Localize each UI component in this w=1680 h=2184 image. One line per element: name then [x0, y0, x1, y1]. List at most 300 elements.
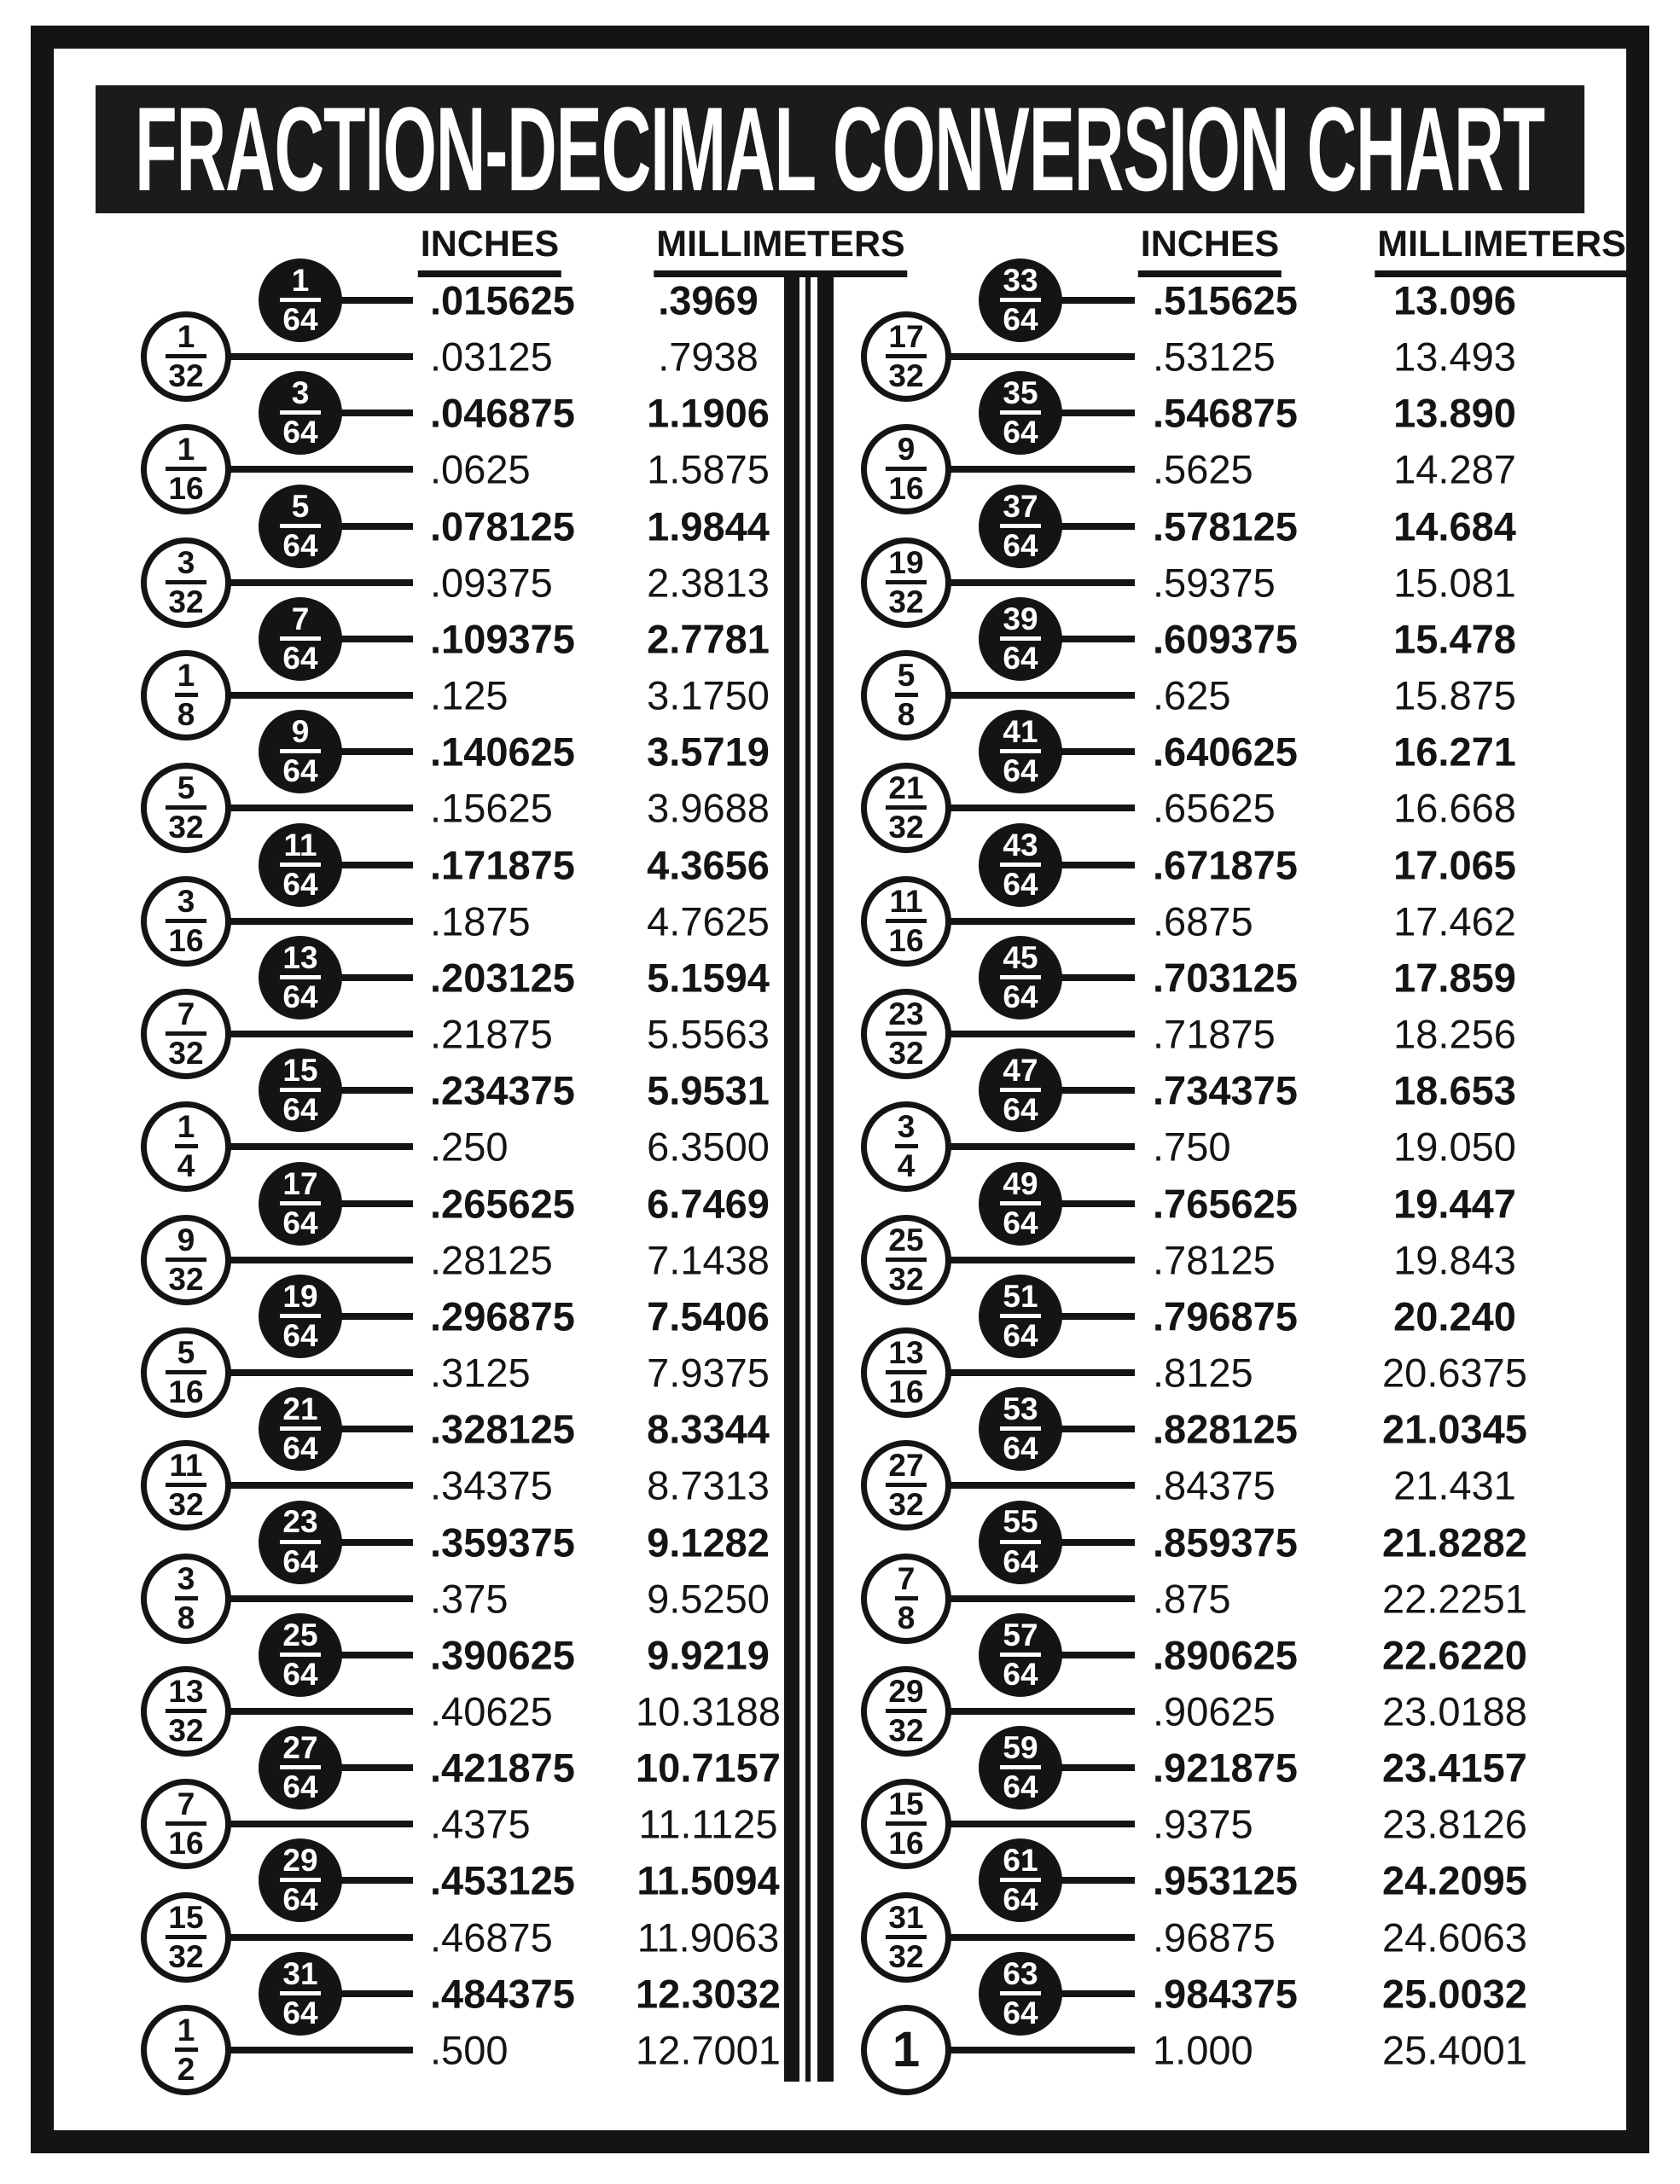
mm-value: 7.9375 — [647, 1350, 770, 1396]
fraction-badge — [861, 989, 951, 1079]
mm-value: 10.3188 — [636, 1688, 781, 1734]
leader-line — [945, 804, 1135, 811]
fraction-badge — [141, 1779, 231, 1869]
leader-line — [945, 466, 1135, 473]
fraction — [166, 770, 206, 845]
inches-value: .78125 — [1153, 1237, 1276, 1283]
fraction-denominator: 32 — [888, 584, 924, 619]
fraction-badge — [141, 424, 231, 514]
fraction-badge — [979, 258, 1062, 342]
mm-value: 21.8282 — [1382, 1519, 1527, 1565]
leader-line — [224, 1708, 413, 1715]
leader-line — [1055, 748, 1135, 755]
fraction-badge — [861, 2005, 951, 2095]
inches-value: .921875 — [1153, 1745, 1298, 1791]
mm-value: 12.3032 — [636, 1971, 781, 2017]
fraction-denominator: 32 — [888, 1036, 924, 1072]
fraction — [166, 544, 206, 619]
fraction — [166, 432, 206, 507]
fraction-denominator: 32 — [168, 584, 204, 619]
inches-value: .8125 — [1153, 1350, 1253, 1396]
mm-value: 19.843 — [1393, 1237, 1516, 1283]
fraction-badge — [141, 876, 231, 967]
mm-value: 11.5094 — [637, 1857, 780, 1903]
header-millimeters-right: MILLIMETERS — [1375, 224, 1628, 277]
leader-line — [945, 692, 1135, 699]
inches-value: .6875 — [1153, 898, 1253, 944]
inches-value: .40625 — [430, 1688, 553, 1734]
mm-value: 24.6063 — [1382, 1914, 1527, 1960]
title-bar — [96, 82, 1584, 216]
fraction — [280, 1391, 321, 1467]
leader-line — [1055, 974, 1135, 981]
mm-value: 5.1594 — [647, 955, 770, 1001]
fraction-bar — [895, 1596, 918, 1600]
fraction — [886, 1673, 927, 1748]
inches-value: .375 — [430, 1576, 509, 1622]
fraction-badge — [141, 1101, 231, 1192]
fraction-bar — [1000, 1540, 1041, 1544]
mm-value: 6.7469 — [647, 1181, 770, 1227]
leader-line — [224, 804, 413, 811]
fraction — [886, 883, 927, 958]
inches-value: .734375 — [1153, 1067, 1298, 1113]
inches-value: .59375 — [1153, 560, 1276, 606]
leader-line — [335, 410, 413, 416]
leader-line — [945, 2047, 1135, 2053]
fraction-denominator: 64 — [1003, 1431, 1038, 1467]
fraction-denominator: 64 — [282, 866, 318, 902]
fraction-badge — [979, 1387, 1062, 1471]
fraction-numerator: 21 — [282, 1391, 318, 1427]
fraction-badge — [861, 1892, 951, 1983]
fraction-denominator: 64 — [1003, 527, 1038, 563]
fraction-badge — [259, 936, 342, 1019]
mm-value: 11.1125 — [638, 1801, 778, 1847]
mm-value: 22.2251 — [1382, 1576, 1527, 1622]
fraction-numerator: 15 — [888, 1786, 924, 1822]
fraction-bar — [166, 1258, 206, 1262]
fraction-badge — [259, 823, 342, 907]
mm-value: 21.0345 — [1382, 1406, 1527, 1452]
fraction-badge — [141, 1327, 231, 1418]
inches-value: .234375 — [430, 1067, 575, 1113]
inches-value: .859375 — [1153, 1519, 1298, 1565]
fraction — [280, 1955, 321, 2030]
fraction — [886, 1899, 927, 1974]
leader-line — [335, 1539, 413, 1546]
inches-value: .546875 — [1153, 390, 1298, 436]
leader-line — [1055, 297, 1135, 304]
mm-value: 2.7781 — [647, 616, 770, 662]
fraction-denominator: 64 — [1003, 1543, 1038, 1579]
inches-value: .203125 — [430, 955, 575, 1001]
inches-value: .140625 — [430, 729, 575, 775]
fraction-numerator: 5 — [897, 658, 916, 694]
mm-value: 9.1282 — [647, 1519, 770, 1565]
fraction — [1000, 375, 1041, 450]
fraction-numerator: 51 — [1003, 1278, 1038, 1314]
leader-line — [224, 1934, 413, 1941]
fraction-denominator: 64 — [1003, 1205, 1038, 1240]
mm-value: 5.5563 — [647, 1011, 770, 1057]
fraction — [895, 1109, 918, 1184]
fraction-denominator: 64 — [282, 979, 318, 1014]
inches-value: .3125 — [430, 1350, 531, 1396]
fraction-numerator: 9 — [897, 432, 916, 468]
fraction-numerator: 3 — [897, 1109, 916, 1145]
inches-value: .53125 — [1153, 334, 1276, 380]
inches-value: .1875 — [430, 898, 531, 944]
mm-value: 15.478 — [1393, 616, 1516, 662]
fraction-numerator: 19 — [282, 1278, 318, 1314]
fraction-badge — [861, 650, 951, 741]
fraction-badge — [979, 597, 1062, 681]
fraction-numerator: 19 — [888, 544, 924, 580]
fraction-numerator: 5 — [177, 770, 195, 806]
inches-value: .15625 — [430, 785, 553, 831]
fraction-badge — [141, 1892, 231, 1983]
fraction-numerator: 5 — [291, 488, 310, 524]
fraction — [280, 1843, 321, 1918]
leader-line — [335, 1313, 413, 1320]
fraction-bar — [166, 1935, 206, 1939]
fraction — [280, 827, 321, 902]
leader-line — [224, 1257, 413, 1263]
fraction-numerator: 1 — [177, 658, 195, 694]
leader-line — [945, 1031, 1135, 1037]
mm-value: 3.9688 — [647, 785, 770, 831]
mm-value: 13.493 — [1393, 334, 1516, 380]
fraction-numerator: 7 — [291, 601, 310, 636]
fraction-numerator: 23 — [282, 1504, 318, 1540]
fraction — [1000, 1730, 1041, 1805]
fraction-badge — [259, 258, 342, 342]
mm-value: 9.9219 — [647, 1632, 770, 1678]
leader-line — [1055, 1539, 1135, 1546]
fraction-badge — [979, 1501, 1062, 1584]
fraction-badge — [861, 876, 951, 967]
fraction-denominator: 16 — [888, 922, 924, 958]
fraction-denominator: 32 — [168, 1487, 204, 1523]
fraction-denominator: 64 — [1003, 302, 1038, 337]
fraction — [1000, 601, 1041, 676]
leader-line — [335, 748, 413, 755]
fraction-badge — [141, 1554, 231, 1644]
fraction-badge — [979, 1162, 1062, 1246]
inches-value: .765625 — [1153, 1181, 1298, 1227]
leader-line — [945, 1369, 1135, 1376]
fraction-bar — [280, 524, 321, 528]
fraction-denominator: 64 — [282, 415, 318, 450]
fraction-numerator: 3 — [177, 883, 195, 919]
leader-line — [335, 1087, 413, 1094]
inches-value: .21875 — [430, 1011, 553, 1057]
leader-line — [224, 692, 413, 699]
fraction-numerator: 7 — [177, 996, 195, 1032]
inches-value: .171875 — [430, 842, 575, 888]
fraction-numerator: 1 — [177, 432, 195, 468]
mm-value: 8.3344 — [647, 1406, 770, 1452]
fraction-numerator: 43 — [1003, 827, 1038, 863]
fraction — [280, 1053, 321, 1128]
fraction — [1000, 1843, 1041, 1918]
fraction-bar — [1000, 524, 1041, 528]
fraction — [886, 319, 927, 394]
leader-line — [224, 1482, 413, 1489]
inches-value: .703125 — [1153, 955, 1298, 1001]
fraction-badge — [141, 2005, 231, 2095]
fraction-numerator: 31 — [888, 1899, 924, 1935]
fraction-badge — [259, 1275, 342, 1358]
fraction-badge — [979, 1838, 1062, 1922]
fraction-denominator: 64 — [1003, 753, 1038, 789]
leader-line — [945, 579, 1135, 586]
mm-value: 16.271 — [1393, 729, 1516, 775]
inches-value: 1.000 — [1153, 2027, 1253, 2073]
fraction-denominator: 32 — [168, 810, 204, 845]
inches-value: .421875 — [430, 1745, 575, 1791]
leader-line — [335, 1764, 413, 1771]
inches-value: .109375 — [430, 616, 575, 662]
leader-line — [1055, 1313, 1135, 1320]
fraction-denominator: 64 — [282, 527, 318, 563]
fraction-badge — [259, 1048, 342, 1132]
fraction-badge — [979, 1726, 1062, 1809]
fraction-numerator: 61 — [1003, 1843, 1038, 1879]
fraction-badge — [979, 1275, 1062, 1358]
fraction-numerator: 17 — [282, 1165, 318, 1201]
inches-value: .750 — [1153, 1124, 1231, 1170]
leader-line — [1055, 1087, 1135, 1094]
fraction-denominator: 64 — [1003, 1092, 1038, 1128]
fraction-badge — [141, 650, 231, 741]
mm-value: 17.065 — [1393, 842, 1516, 888]
leader-line — [335, 636, 413, 642]
mm-value: 23.8126 — [1382, 1801, 1527, 1847]
fraction-badge — [259, 1387, 342, 1471]
fraction-badge — [861, 1215, 951, 1305]
fraction — [175, 2012, 198, 2087]
leader-line — [1055, 1990, 1135, 1997]
mm-value: 14.287 — [1393, 446, 1516, 492]
fraction-denominator: 64 — [282, 640, 318, 676]
leader-line — [335, 1877, 413, 1884]
mm-value: 2.3813 — [647, 560, 770, 606]
fraction — [166, 1335, 206, 1410]
fraction — [166, 319, 206, 394]
mm-value: 14.684 — [1393, 503, 1516, 549]
leader-line — [945, 1708, 1135, 1715]
inches-value: .34375 — [430, 1462, 553, 1508]
fraction-bar — [1000, 1201, 1041, 1205]
mm-value: 7.1438 — [647, 1237, 770, 1283]
fraction — [175, 658, 198, 733]
fraction-denominator: 64 — [1003, 979, 1038, 1014]
fraction-denominator: 64 — [282, 1882, 318, 1918]
leader-line — [335, 974, 413, 981]
fraction-numerator: 11 — [889, 883, 923, 919]
leader-line — [1055, 1426, 1135, 1432]
mm-value: 1.1906 — [647, 390, 770, 436]
fraction-denominator: 16 — [888, 471, 924, 507]
inches-value: .953125 — [1153, 1857, 1298, 1903]
inches-value: .890625 — [1153, 1632, 1298, 1678]
fraction-badge — [979, 1952, 1062, 2036]
leader-line — [945, 1257, 1135, 1263]
inches-value: .015625 — [430, 277, 575, 323]
inches-value: .453125 — [430, 1857, 575, 1903]
inches-value: .609375 — [1153, 616, 1298, 662]
leader-line — [1055, 410, 1135, 416]
mm-value: 18.653 — [1393, 1067, 1516, 1113]
inches-value: .828125 — [1153, 1406, 1298, 1452]
fraction-badge — [861, 1327, 951, 1418]
mm-value: 13.890 — [1393, 390, 1516, 436]
fraction-badge — [259, 1162, 342, 1246]
fraction — [280, 601, 321, 676]
leader-line — [1055, 636, 1135, 642]
fraction-badge — [861, 1440, 951, 1531]
fraction — [1000, 1278, 1041, 1353]
fraction-numerator: 29 — [888, 1673, 924, 1709]
inches-value: .09375 — [430, 560, 553, 606]
fraction-denominator: 32 — [168, 1036, 204, 1072]
fraction-bar — [280, 1201, 321, 1205]
fraction-badge — [259, 1838, 342, 1922]
fraction-badge — [259, 1952, 342, 2036]
inches-value: .296875 — [430, 1293, 575, 1339]
inches-value: .125 — [430, 672, 509, 718]
fraction-badge — [259, 1613, 342, 1697]
leader-line — [1055, 1764, 1135, 1771]
inches-value: .03125 — [430, 334, 553, 380]
leader-line — [224, 918, 413, 925]
whole-number: 1 — [892, 2021, 921, 2077]
fraction-badge — [259, 710, 342, 793]
fraction-numerator: 25 — [282, 1617, 318, 1653]
fraction — [1000, 262, 1041, 337]
leader-line — [1055, 1200, 1135, 1207]
fraction-numerator: 11 — [169, 1448, 203, 1484]
fraction-numerator: 9 — [177, 1222, 195, 1258]
mm-value: 1.5875 — [647, 446, 770, 492]
fraction — [166, 1673, 206, 1748]
fraction-badge — [979, 823, 1062, 907]
inches-value: .625 — [1153, 672, 1231, 718]
fraction — [1000, 1053, 1041, 1128]
mm-value: 25.4001 — [1382, 2027, 1527, 2073]
mm-value: 19.050 — [1393, 1124, 1516, 1170]
divider-bar — [817, 277, 834, 2082]
fraction-badge — [979, 1613, 1062, 1697]
fraction — [886, 770, 927, 845]
mm-value: 20.240 — [1393, 1293, 1516, 1339]
mm-value: 25.0032 — [1382, 1971, 1527, 2017]
fraction — [1000, 714, 1041, 789]
leader-line — [224, 1143, 413, 1150]
mm-value: 23.0188 — [1382, 1688, 1527, 1734]
mm-value: 9.5250 — [647, 1576, 770, 1622]
fraction-bar — [280, 863, 321, 867]
mm-value: 21.431 — [1393, 1462, 1516, 1508]
fraction-numerator: 55 — [1003, 1504, 1038, 1540]
fraction-denominator: 32 — [168, 1938, 204, 1974]
mm-value: 3.1750 — [647, 672, 770, 718]
fraction-numerator: 15 — [282, 1053, 318, 1089]
fraction-denominator: 64 — [282, 1769, 318, 1805]
fraction-denominator: 4 — [897, 1148, 916, 1184]
divider-bar — [784, 277, 799, 2082]
fraction — [1000, 488, 1041, 563]
fraction — [886, 1222, 927, 1297]
fraction — [166, 883, 206, 958]
fraction — [1000, 827, 1041, 902]
inches-value: .984375 — [1153, 1971, 1298, 2017]
fraction-badge — [141, 763, 231, 853]
inches-value: .390625 — [430, 1632, 575, 1678]
inches-value: .96875 — [1153, 1914, 1276, 1960]
inches-value: .578125 — [1153, 503, 1298, 549]
inches-value: .71875 — [1153, 1011, 1276, 1057]
fraction — [280, 488, 321, 563]
fraction-badge — [861, 311, 951, 402]
mm-value: 10.7157 — [636, 1745, 781, 1791]
header-millimeters-left: MILLIMETERS — [654, 224, 907, 277]
inches-value: .328125 — [430, 1406, 575, 1452]
fraction-numerator: 35 — [1003, 375, 1038, 411]
fraction — [895, 658, 918, 733]
fraction — [280, 939, 321, 1014]
mm-value: .3969 — [658, 277, 759, 323]
leader-line — [335, 523, 413, 530]
fraction-denominator: 64 — [282, 1656, 318, 1692]
fraction-badge — [979, 485, 1062, 568]
fraction-numerator: 1 — [177, 319, 195, 355]
mm-value: 8.7313 — [647, 1462, 770, 1508]
fraction-bar — [175, 1596, 198, 1600]
inches-value: .84375 — [1153, 1462, 1276, 1508]
fraction-numerator: 17 — [888, 319, 924, 355]
mm-value: 23.4157 — [1382, 1745, 1527, 1791]
leader-line — [224, 1595, 413, 1602]
fraction-numerator: 23 — [888, 996, 924, 1032]
fraction — [886, 1786, 927, 1862]
leader-line — [1055, 1652, 1135, 1658]
leader-line — [224, 1369, 413, 1376]
leader-line — [335, 1652, 413, 1658]
fraction-denominator: 32 — [888, 1938, 924, 1974]
fraction-numerator: 47 — [1003, 1053, 1038, 1089]
leader-line — [1055, 862, 1135, 868]
fraction-denominator: 16 — [888, 1374, 924, 1410]
fraction — [280, 714, 321, 789]
mm-value: 24.2095 — [1382, 1857, 1527, 1903]
header-inches-left: INCHES — [418, 224, 561, 277]
fraction-denominator: 8 — [177, 1600, 195, 1635]
fraction-numerator: 27 — [282, 1730, 318, 1766]
inches-value: .4375 — [430, 1801, 531, 1847]
fraction-badge — [259, 485, 342, 568]
fraction-badge — [141, 1666, 231, 1757]
fraction — [1000, 1165, 1041, 1240]
inches-value: .640625 — [1153, 729, 1298, 775]
mm-value: 16.668 — [1393, 785, 1516, 831]
mm-value: 11.9063 — [637, 1914, 780, 1960]
fraction-badge — [259, 597, 342, 681]
fraction-denominator: 8 — [897, 697, 916, 733]
fraction-badge — [141, 1440, 231, 1531]
